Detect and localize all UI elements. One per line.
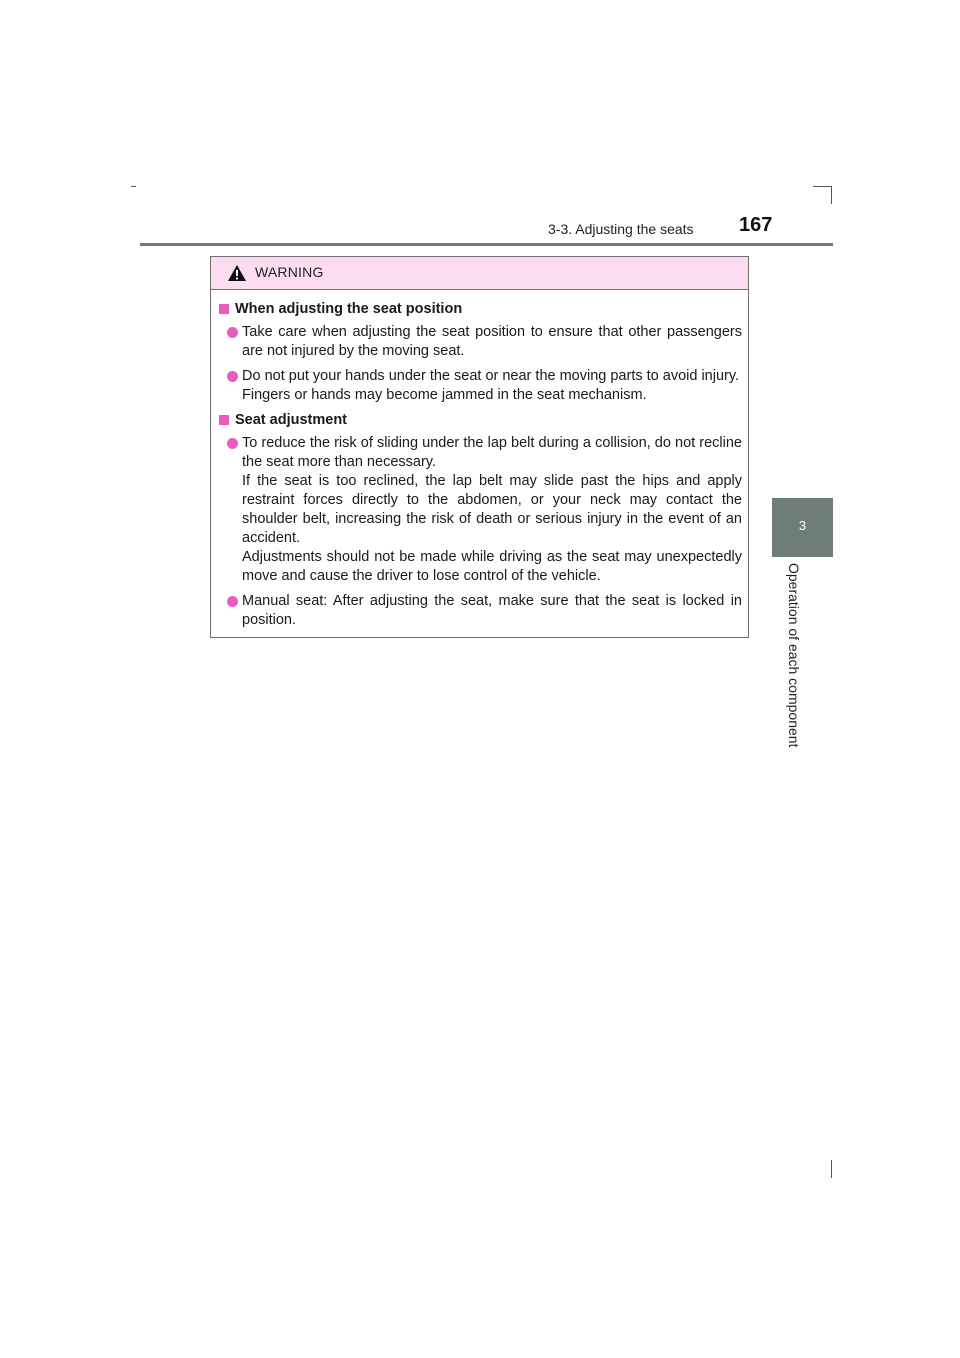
section-heading-text: When adjusting the seat position <box>235 301 463 317</box>
circle-bullet-icon <box>227 596 238 607</box>
page-number: 167 <box>739 214 773 236</box>
warning-item-text: If the seat is too reclined, the lap belt may slide past the hips and apply restraint forces directly to the abdomen, or your neck may contact the shoulder belt, increasing the risk of death or serious injury in the event of an accident. <box>242 473 742 546</box>
chapter-tab <box>772 498 833 557</box>
warning-body <box>211 290 748 636</box>
warning-label: WARNING <box>255 264 324 280</box>
warning-item-text: Adjustments should not be made while driving as the seat may unexpectedly move and cause the driver to lose control of the vehicle. <box>242 549 742 584</box>
warning-item <box>217 592 742 630</box>
warning-item <box>217 323 742 361</box>
square-bullet-icon <box>219 304 229 314</box>
warning-item-text: Fingers or hands may become jammed in the seat mechanism. <box>242 387 647 403</box>
circle-bullet-icon <box>227 327 238 338</box>
crop-mark-top-right-vertical <box>831 186 832 204</box>
warning-item <box>217 367 742 405</box>
chapter-title-vertical <box>786 563 812 761</box>
warning-triangle-icon <box>227 264 247 282</box>
square-bullet-icon <box>219 415 229 425</box>
header-rule <box>140 243 833 246</box>
crop-mark-top-right <box>813 186 832 187</box>
circle-bullet-icon <box>227 438 238 449</box>
section-title: 3-3. Adjusting the seats <box>548 221 694 237</box>
crop-mark-top-left <box>131 186 136 187</box>
warning-header <box>211 257 748 290</box>
warning-section-heading <box>217 300 742 319</box>
warning-item-text: Do not put your hands under the seat or near the moving parts to avoid injury. <box>242 368 740 384</box>
crop-mark-bottom-right <box>831 1160 832 1178</box>
warning-item-text: Take care when adjusting the seat position to ensure that other passengers are not injured by the moving seat. <box>242 324 742 359</box>
warning-section-heading <box>217 411 742 430</box>
chapter-title: Operation of each component <box>786 563 802 748</box>
circle-bullet-icon <box>227 371 238 382</box>
chapter-number: 3 <box>798 518 807 533</box>
warning-item <box>217 434 742 586</box>
warning-box <box>210 256 749 638</box>
section-heading-text: Seat adjustment <box>235 412 347 428</box>
warning-item-text: To reduce the risk of sliding under the lap belt during a collision, do not recline the seat more than necessary. <box>242 435 742 470</box>
warning-item-text: Manual seat: After adjusting the seat, make sure that the seat is locked in position. <box>242 593 742 628</box>
